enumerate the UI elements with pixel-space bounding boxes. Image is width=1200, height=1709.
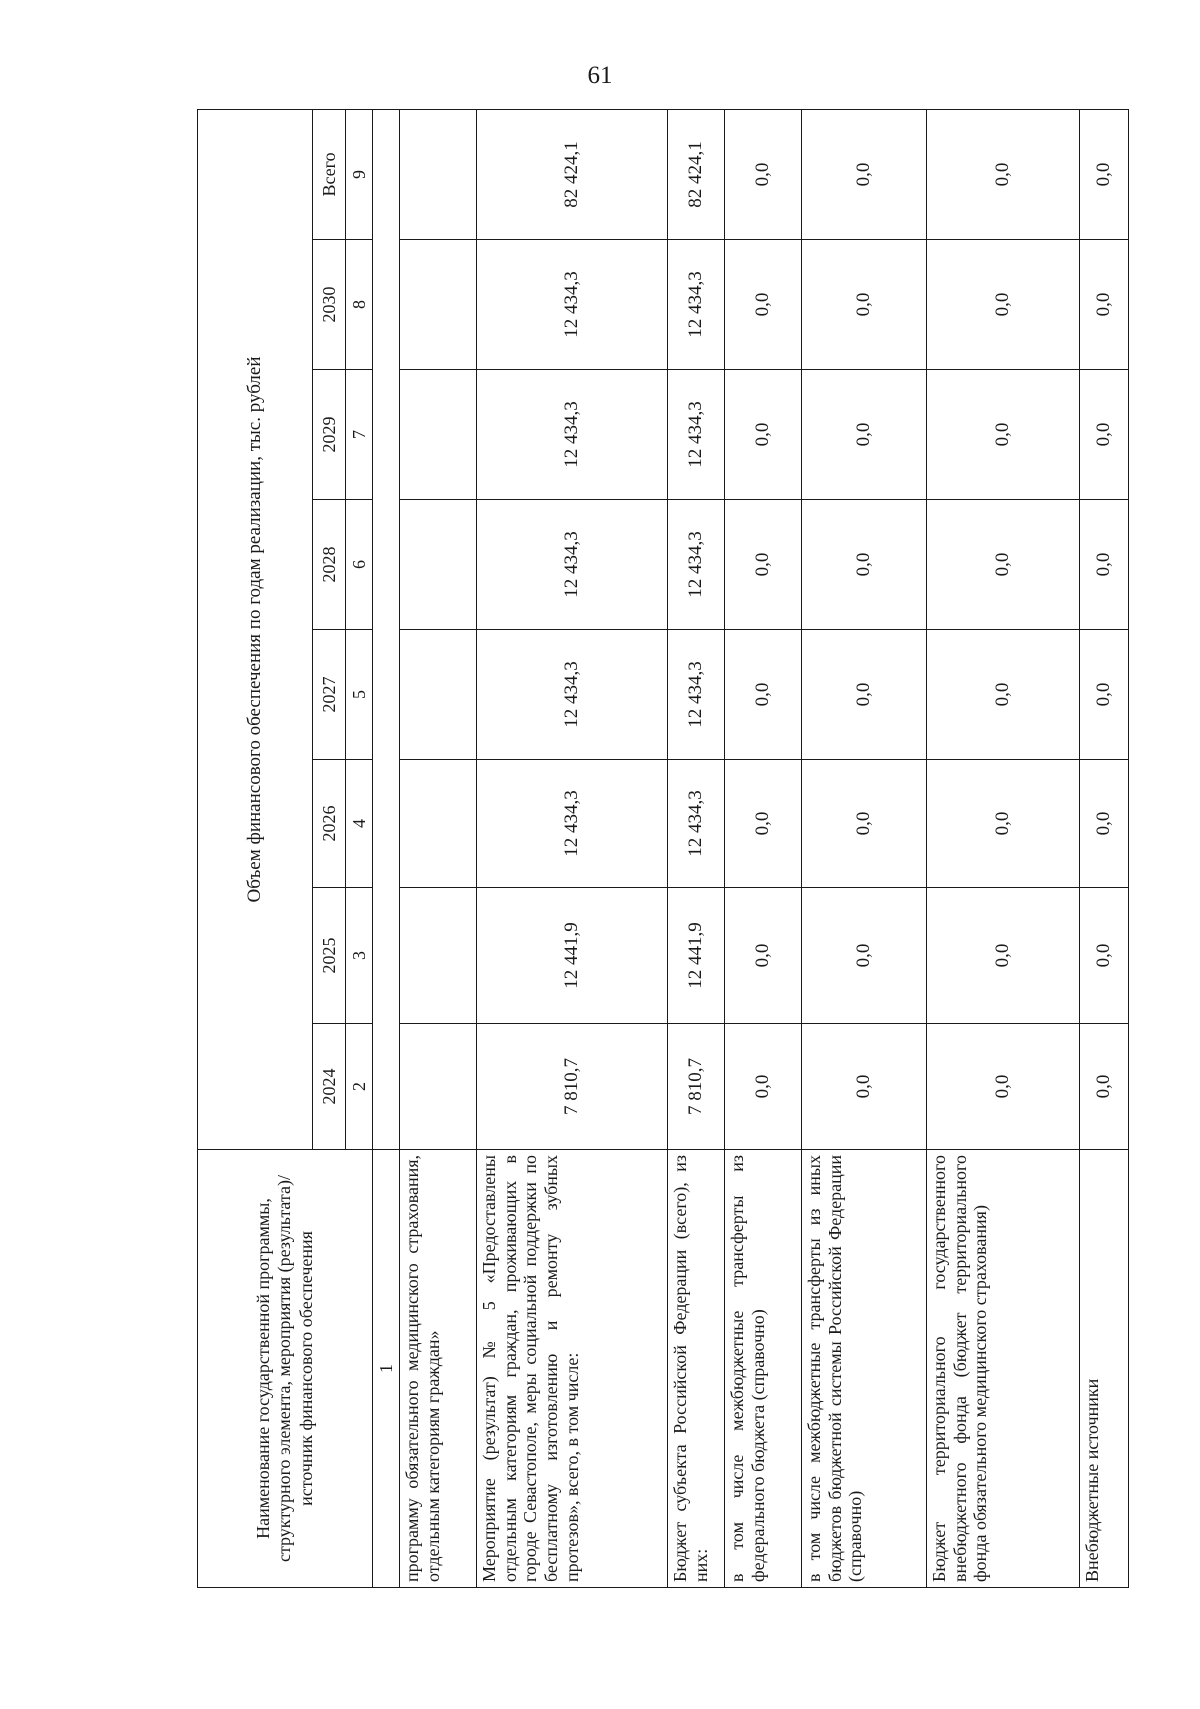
row-name: Внебюджетные источники [1080, 1150, 1129, 1588]
value-cell [400, 888, 477, 1024]
value-cell: 0,0 [1080, 500, 1129, 630]
column-index: 4 [346, 760, 373, 888]
volume-column-header: Объем финансового обеспечения по годам реализации, тыс. рублей [198, 109, 313, 1149]
value-cell: 0,0 [927, 370, 1080, 500]
value-cell: 0,0 [725, 370, 802, 500]
value-cell [400, 760, 477, 888]
value-cell: 0,0 [1080, 1024, 1129, 1150]
value-cell: 0,0 [802, 630, 927, 760]
row-name: Бюджет субъекта Российской Федерации (всего), из них: [668, 1150, 725, 1588]
value-cell: 82 424,1 [477, 109, 668, 239]
value-cell: 0,0 [1080, 109, 1129, 239]
year-header: 2030 [313, 240, 346, 370]
table-row [668, 109, 725, 1587]
row-name: программу обязательного медицинского страхования, отдельным категориям граждан» [400, 1150, 477, 1588]
value-cell: 82 424,1 [668, 109, 725, 239]
value-cell: 0,0 [802, 109, 927, 239]
column-index: 8 [346, 240, 373, 370]
table-row [400, 109, 477, 1587]
value-cell: 0,0 [927, 760, 1080, 888]
value-cell: 0,0 [1080, 630, 1129, 760]
value-cell: 0,0 [802, 500, 927, 630]
header-spacer [373, 109, 400, 1149]
year-header: 2025 [313, 888, 346, 1024]
value-cell: 0,0 [725, 500, 802, 630]
value-cell [400, 370, 477, 500]
page-number: 61 [587, 62, 613, 89]
value-cell: 12 434,3 [477, 500, 668, 630]
value-cell: 12 441,9 [477, 888, 668, 1024]
value-cell [400, 1024, 477, 1150]
value-cell: 0,0 [725, 1024, 802, 1150]
year-header: 2028 [313, 500, 346, 630]
value-cell: 12 434,3 [477, 240, 668, 370]
name-column-header: Наименование государственной программы, структурного элемента, мероприятия (результата)/источник финансового обеспечения [198, 1150, 373, 1588]
table-row [725, 109, 802, 1587]
value-cell: 7 810,7 [668, 1024, 725, 1150]
value-cell: 0,0 [802, 370, 927, 500]
table-row [927, 109, 1080, 1587]
column-index: 9 [346, 109, 373, 239]
year-header: 2026 [313, 760, 346, 888]
value-cell: 12 434,3 [668, 240, 725, 370]
year-header: 2024 [313, 1024, 346, 1150]
value-cell: 0,0 [1080, 760, 1129, 888]
column-index: 1 [373, 1150, 400, 1588]
value-cell: 12 434,3 [668, 500, 725, 630]
year-header: 2029 [313, 370, 346, 500]
total-header: Всего [313, 109, 346, 239]
column-index: 7 [346, 370, 373, 500]
value-cell: 0,0 [927, 240, 1080, 370]
value-cell [400, 240, 477, 370]
row-name: в том числе межбюджетные трансферты из федерального бюджета (справочно) [725, 1150, 802, 1588]
value-cell: 0,0 [802, 888, 927, 1024]
value-cell: 0,0 [725, 109, 802, 239]
value-cell: 0,0 [1080, 888, 1129, 1024]
value-cell: 12 434,3 [668, 370, 725, 500]
row-name: Бюджет территориального государственного внебюджетного фонда (бюджет территориального фонда обязательного медицинского страхования) [927, 1150, 1080, 1588]
rotated-table-container [197, 110, 1115, 1588]
column-index: 5 [346, 630, 373, 760]
value-cell: 12 434,3 [668, 760, 725, 888]
value-cell: 0,0 [802, 760, 927, 888]
value-cell [400, 109, 477, 239]
financing-table [197, 109, 1129, 1588]
value-cell: 0,0 [802, 240, 927, 370]
value-cell: 0,0 [927, 500, 1080, 630]
value-cell: 12 434,3 [477, 370, 668, 500]
value-cell: 0,0 [725, 760, 802, 888]
value-cell: 0,0 [1080, 240, 1129, 370]
value-cell: 0,0 [725, 630, 802, 760]
value-cell: 0,0 [802, 1024, 927, 1150]
column-index: 2 [346, 1024, 373, 1150]
value-cell: 7 810,7 [477, 1024, 668, 1150]
table-row [477, 109, 668, 1587]
value-cell: 12 434,3 [477, 760, 668, 888]
table-row [1080, 109, 1129, 1587]
value-cell: 12 441,9 [668, 888, 725, 1024]
value-cell [400, 500, 477, 630]
value-cell: 12 434,3 [477, 630, 668, 760]
row-name: в том числе межбюджетные трансферты из иных бюджетов бюджетной системы Российской Федерации (справочно) [802, 1150, 927, 1588]
column-index: 3 [346, 888, 373, 1024]
table-row [802, 109, 927, 1587]
value-cell: 0,0 [927, 630, 1080, 760]
year-header: 2027 [313, 630, 346, 760]
row-name: Мероприятие (результат) № 5 «Предоставлены отдельным категориям граждан, проживающих в городе Севастополе, меры социальной поддержки по бесплатному изготовлению и ремонту зубных протезов», всего, в том числе: [477, 1150, 668, 1588]
value-cell: 0,0 [725, 888, 802, 1024]
value-cell: 0,0 [1080, 370, 1129, 500]
value-cell: 0,0 [927, 109, 1080, 239]
value-cell: 12 434,3 [668, 630, 725, 760]
value-cell: 0,0 [927, 1024, 1080, 1150]
value-cell: 0,0 [927, 888, 1080, 1024]
value-cell [400, 630, 477, 760]
column-index: 6 [346, 500, 373, 630]
value-cell: 0,0 [725, 240, 802, 370]
